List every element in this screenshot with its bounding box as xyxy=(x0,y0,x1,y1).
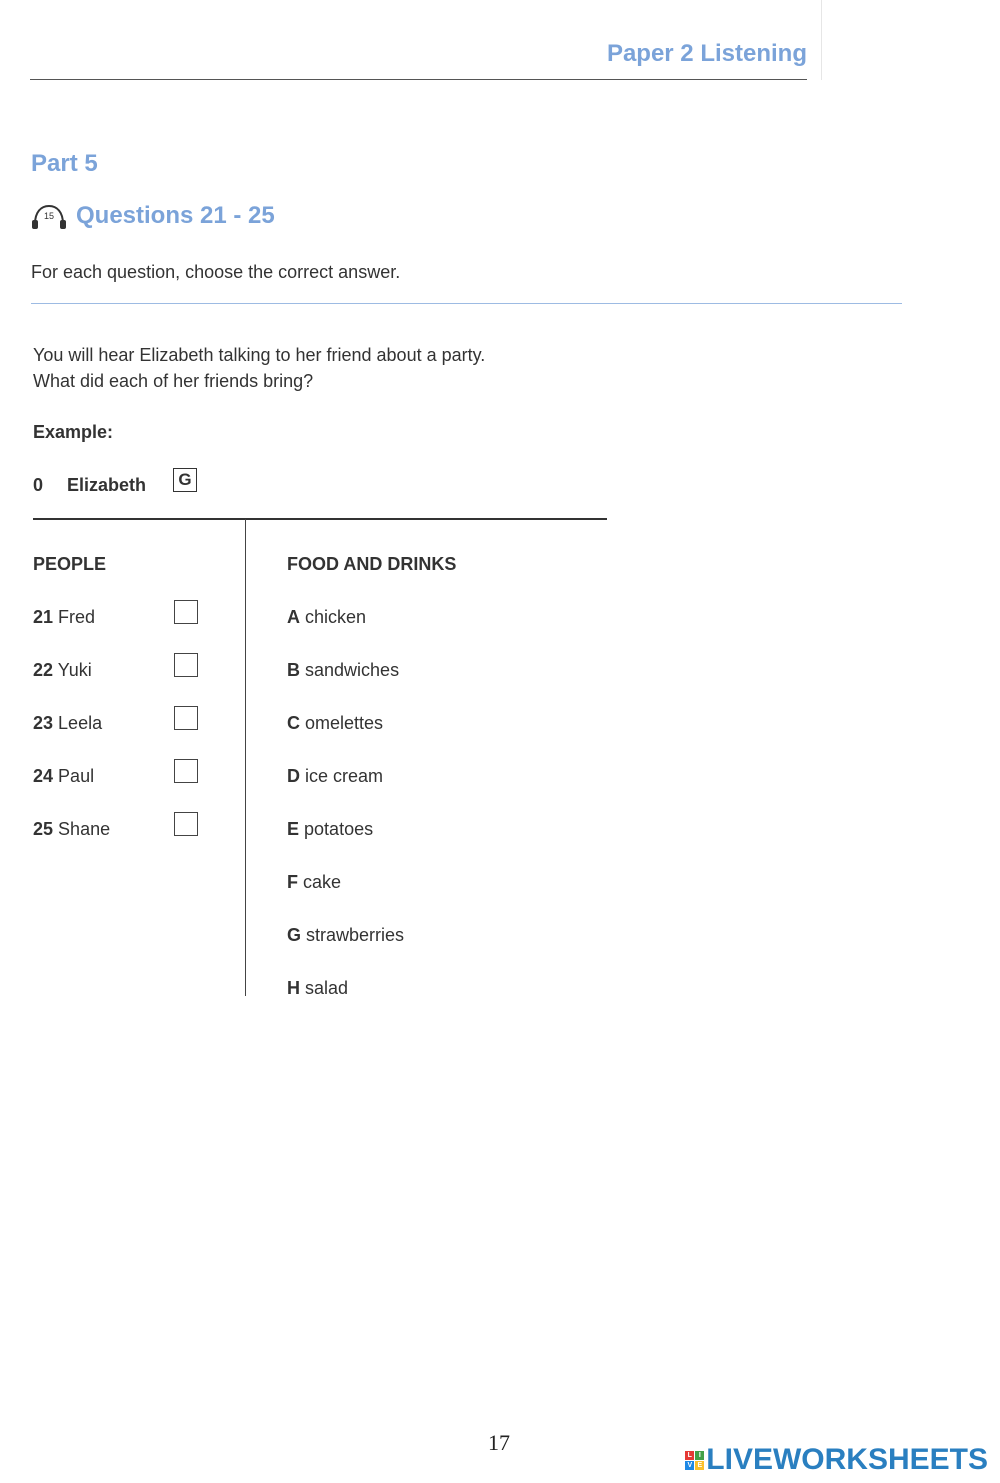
answer-box-25[interactable] xyxy=(174,812,198,836)
person-name: Paul xyxy=(58,766,95,786)
food-label: sandwiches xyxy=(305,660,400,680)
intro-text xyxy=(33,342,485,394)
person-name: Fred xyxy=(58,607,96,627)
person-item-25 xyxy=(33,819,110,840)
food-item-b xyxy=(287,660,399,681)
answer-box-23[interactable] xyxy=(174,706,198,730)
column-divider xyxy=(245,519,246,996)
food-letter: E xyxy=(287,819,300,839)
person-name: Shane xyxy=(58,819,111,839)
food-label: salad xyxy=(305,978,349,998)
person-name: Yuki xyxy=(57,660,92,680)
food-label: ice cream xyxy=(305,766,384,786)
food-label: chicken xyxy=(305,607,367,627)
food-letter: B xyxy=(287,660,300,680)
example-answer-box: G xyxy=(173,468,197,492)
answer-box-24[interactable] xyxy=(174,759,198,783)
table-top-rule xyxy=(33,518,607,520)
brand-name: LIVEWORKSHEETS xyxy=(706,1443,988,1476)
intro-line-1: You will hear Elizabeth talking to her friend about a party. xyxy=(33,345,486,365)
part-title: Part 5 xyxy=(31,150,98,177)
answer-box-22[interactable] xyxy=(174,653,198,677)
food-letter: G xyxy=(287,925,302,945)
food-item-f xyxy=(287,872,341,893)
person-item-23 xyxy=(33,713,102,734)
liveworksheets-brand[interactable] xyxy=(685,1443,988,1477)
food-letter: H xyxy=(287,978,300,998)
headphones-icon xyxy=(31,202,67,232)
person-number: 24 xyxy=(33,766,54,786)
logo-tile: V xyxy=(685,1461,694,1470)
paper-title: Paper 2 Listening xyxy=(606,40,807,67)
liveworksheets-logo-icon xyxy=(685,1451,704,1470)
logo-tile: L xyxy=(685,1451,694,1460)
logo-tile: E xyxy=(695,1461,704,1470)
instruction-divider xyxy=(31,303,902,304)
food-item-h xyxy=(287,978,348,999)
person-number: 21 xyxy=(33,607,54,627)
food-item-g xyxy=(287,925,404,946)
person-name: Leela xyxy=(58,713,103,733)
food-item-a xyxy=(287,607,366,628)
person-number: 23 xyxy=(33,713,54,733)
questions-title: Questions 21 - 25 xyxy=(76,202,275,229)
food-item-e xyxy=(287,819,373,840)
page-edge xyxy=(821,0,822,80)
answer-box-21[interactable] xyxy=(174,600,198,624)
food-label: omelettes xyxy=(305,713,384,733)
food-label: strawberries xyxy=(306,925,405,945)
person-item-24 xyxy=(33,766,94,787)
header-divider xyxy=(30,79,807,80)
food-item-c xyxy=(287,713,383,734)
example-number: 0 xyxy=(33,475,44,495)
people-heading: PEOPLE xyxy=(33,554,107,574)
example-name: Elizabeth xyxy=(67,475,147,495)
food-item-d xyxy=(287,766,383,787)
person-item-22 xyxy=(33,660,92,681)
food-letter: F xyxy=(287,872,298,892)
instruction-text: For each question, choose the correct answer. xyxy=(31,262,401,282)
example-label: Example: xyxy=(33,422,114,442)
page-number: 17 xyxy=(488,1430,510,1455)
food-heading: FOOD AND DRINKS xyxy=(287,554,457,574)
food-letter: C xyxy=(287,713,300,733)
food-label: cake xyxy=(303,872,342,892)
track-number: 15 xyxy=(43,211,55,221)
food-letter: A xyxy=(287,607,300,627)
logo-tile: I xyxy=(695,1451,704,1460)
person-item-21 xyxy=(33,607,95,628)
intro-line-2: What did each of her friends bring? xyxy=(33,371,314,391)
person-number: 25 xyxy=(33,819,54,839)
food-label: potatoes xyxy=(304,819,374,839)
food-letter: D xyxy=(287,766,300,786)
person-number: 22 xyxy=(33,660,54,680)
